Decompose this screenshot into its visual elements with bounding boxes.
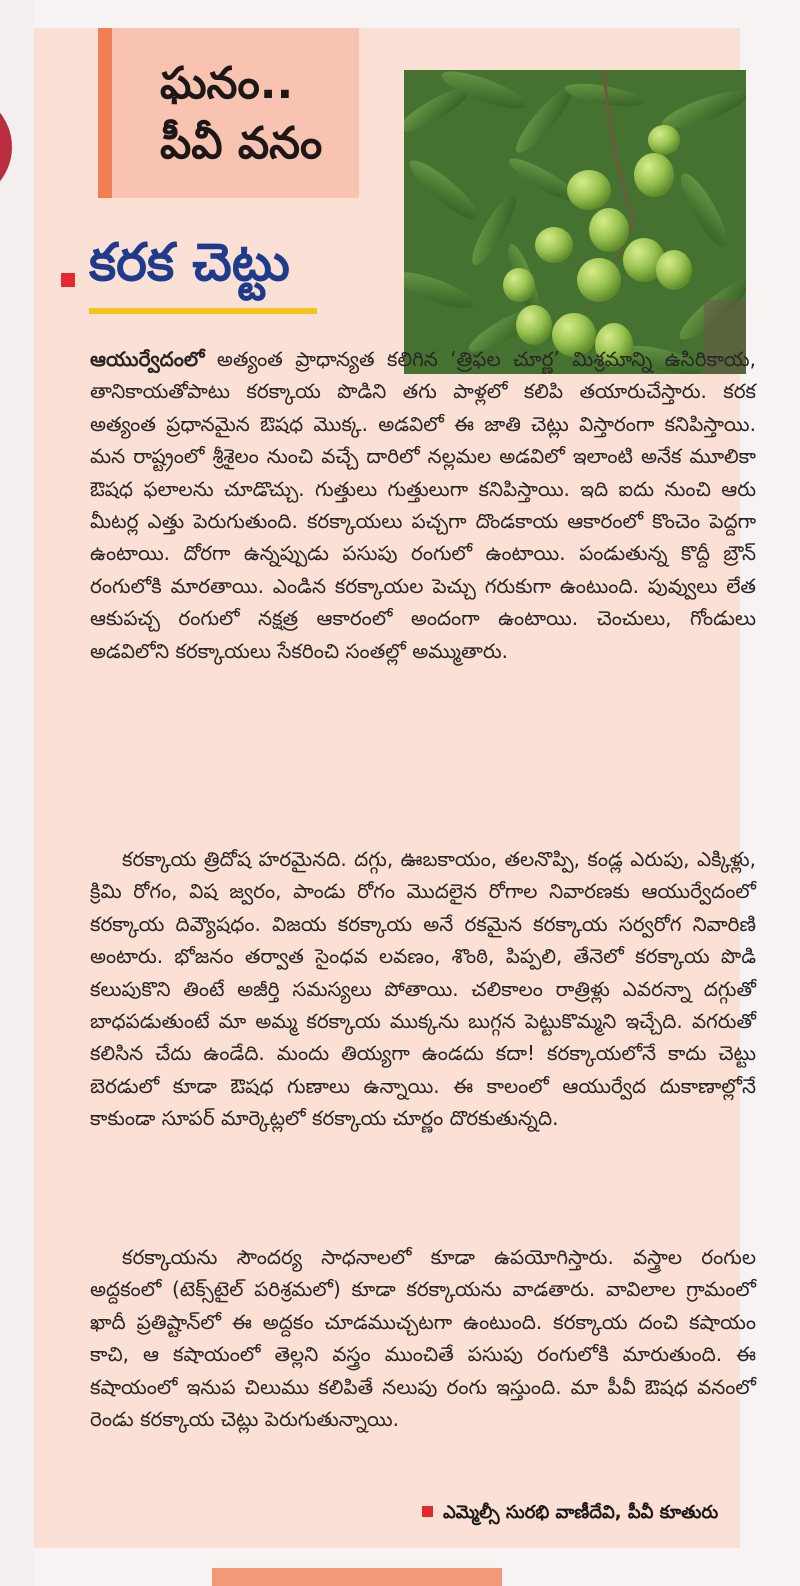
byline-bullet-icon [422, 1506, 433, 1517]
paragraph-1-text: అత్యంత ప్రాధాన్యత కలిగిన ‘త్రిఫల చూర్ణ’ మిశ్రమాన్ని ఉసిరికాయ, తానికాయతోపాటు కరక్కాయ పొడిని తగు పాళ్లలో కలిపి తయారుచేస్తారు. కరక అత్యంత ప్రధానమైన ఔషధ మొక్క. అడవిలో ఈ జాతి చెట్లు విస్తారంగా కనిపిస్తాయి. మన రాష్ట్రంలో శ్రీశైలం నుంచి వచ్చే దారిలో నల్లమల అడవిలో ఇలాంటి అనేక మూలికా ఔషధ ఫలాలను చూడొచ్చు. గుత్తులు గుత్తులుగా కనిపిస్తాయి. ఇది ఐదు నుంచి ఆరు మీటర్ల ఎత్తు పెరుగుతుంది. కరక్కాయలు పచ్చగా దొండకాయ ఆకారంలో కొంచెం పెద్దగా ఉంటాయి. దోరగా ఉన్నప్పుడు పసుపు రంగులో ఉంటాయి. పండుతున్న కొద్దీ బ్రౌన్ రంగులోకి మారతాయి. ఎండిన కరక్కాయల పెచ్చు గరుకుగా ఉంటుంది. పువ్వులు లేత ఆకుపచ్చ రంగులో నక్షత్ర ఆకారంలో అందంగా ఉంటాయి. చెంచులు, గోండులు అడవిలోని కరక్కాయలు సేకరించి సంతల్లో అమ్ముతారు. [90, 347, 756, 663]
article-title: కరక చెట్టు [89, 233, 290, 293]
title-underline [89, 308, 317, 314]
article-page [34, 28, 756, 1548]
article-paragraph-2: కరక్కాయ త్రిదోష హరమైనది. దగ్గు, ఊబకాయం, తలనొప్పి, కండ్ల ఎరుపు, ఎక్కిళ్లు, క్రిమి రోగం, విష జ్వరం, పాండు రోగం మొదలైన రోగాల నివారణకు ఆయుర్వేదంలో కరక్కాయ దివ్యౌషధం. విజయ కరక్కాయ అనే రకమైన కరక్కాయ సర్వరోగ నివారిణి అంటారు. భోజనం తర్వాత సైంధవ లవణం, శొంఠి, పిప్పలి, తేనెలో కరక్కాయ పొడి కలుపుకొని తింటే అజీర్తి సమస్యలు పోతాయి. చలికాలం రాత్రిళ్లు ఎవరన్నా దగ్గుతో బాధపడుతుంటే మా అమ్మ కరక్కాయ ముక్కను బుగ్గన పెట్టుకొమ్మని ఇచ్చేది. వగరుతో కలిసిన చేదు ఉండేది. మందు తియ్యగా ఉండదు కదా! కరక్కాయలోనే కాదు చెట్టు బెరడులో కూడా ఔషధ గుణాలు ఉన్నాయి. ఈ కాలంలో ఆయుర్వేద దుకాణాల్లోనే కాకుండా సూపర్ మార్కెట్లలో కరక్కాయ చూర్ణం దొరకుతున్నది. [90, 847, 756, 1131]
title-bullet-icon [61, 273, 75, 287]
article-paragraph-3: కరక్కాయను సౌందర్య సాధనాలలో కూడా ఉపయోగిస్తారు. వస్త్రాల రంగుల అద్దకంలో (టెక్స్‌టైల్ పరిశ్రమలో) కూడా కరక్కాయను వాడతారు. వావిలాల గ్రామంలో ఖాదీ ప్రతిష్టాన్‌లో ఈ అద్దకం చూడముచ్చటగా ఉంటుంది. కరక్కాయ దంచి కషాయం కాచి, ఆ కషాయంలో తెల్లని వస్త్రం ముంచితే పసుపు రంగులోకి మారుతుంది. ఈ కషాయంలో ఇనుప చిలుము కలిపితే నలుపు రంగు ఇస్తుంది. మా పీవీ ఔషధ వనంలో రెండు కరక్కాయ చెట్లు పెరుగుతున్నాయి. [90, 1245, 756, 1432]
section-header-box [98, 28, 359, 198]
section-header-line-1: ఘనం.. [160, 58, 294, 109]
karaka-tree-photo [404, 70, 746, 374]
left-margin-strip [0, 0, 34, 1586]
bottom-accent-bar [212, 1568, 502, 1586]
paragraph-lead-word: ఆయుర్వేదంలో [90, 347, 205, 371]
karaka-fruit-tree-photo-icon [404, 70, 746, 374]
section-header-line-2: పీవీ వనం [160, 118, 323, 169]
article-paragraph-1 [90, 343, 756, 667]
author-byline [422, 1502, 718, 1527]
author-name: ఎమ్మెల్సీ సురభి వాణీదేవి, పీవీ కూతురు [443, 1502, 719, 1523]
